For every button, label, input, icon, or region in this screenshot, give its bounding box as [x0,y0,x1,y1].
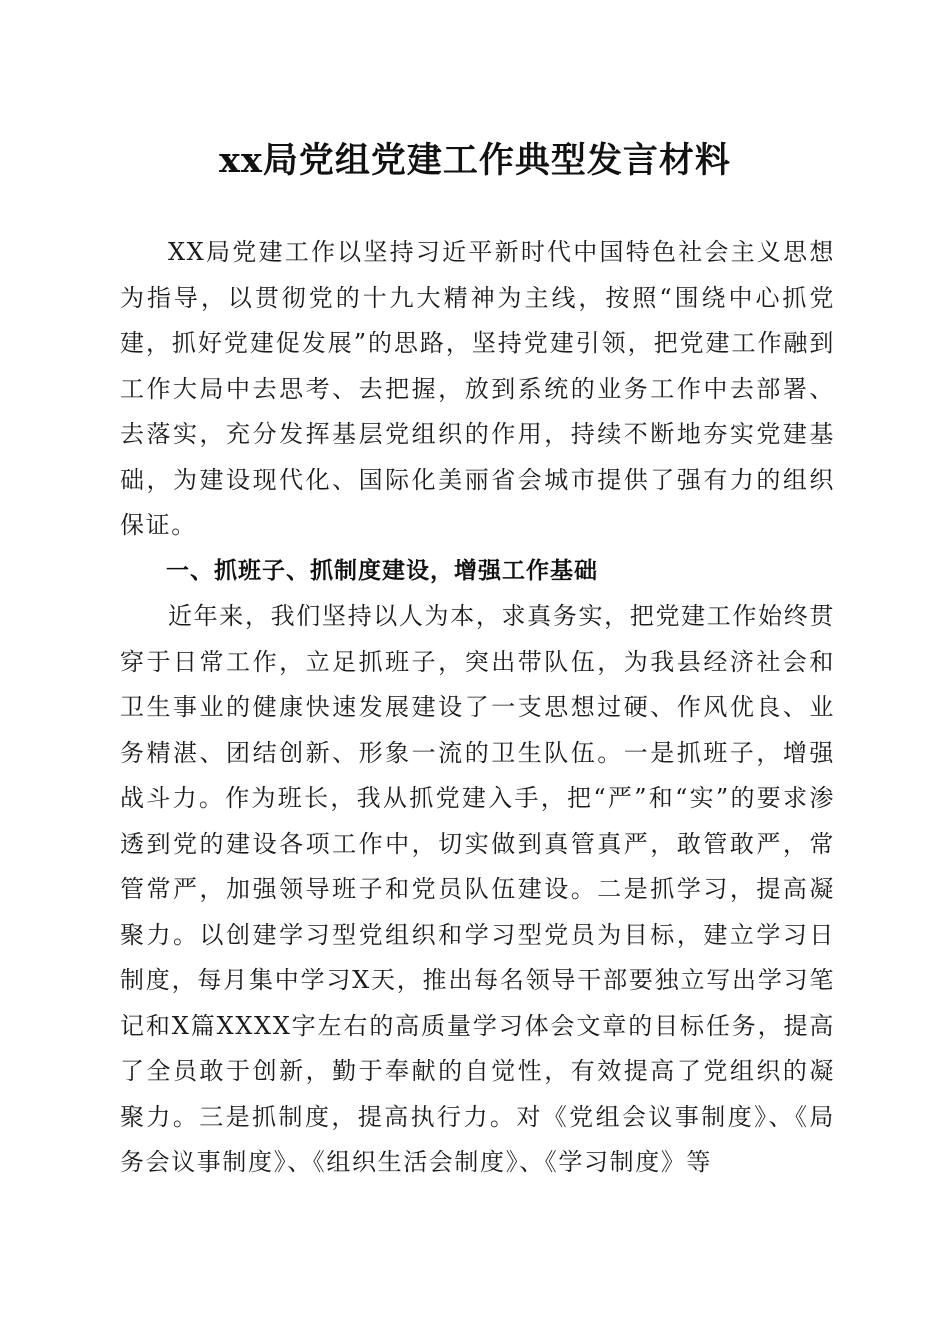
intro-paragraph: XX局党建工作以坚持习近平新时代中国特色社会主义思想为指导，以贯彻党的十九大精神为主线，按照“围绕中心抓党建，抓好党建促发展”的思路，坚持党建引领，把党建工作融到工作大局中去思考、去把握，放到系统的业务工作中去部署、去落实，充分发挥基层党组织的作用，持续不断地夯实党建基础，为建设现代化、国际化美丽省会城市提供了强有力的组织保证。 [120,238,835,539]
document-body [120,230,835,1186]
document-title: xx局党组党建工作典型发言材料 [219,140,731,181]
section-heading: 一、抓班子、抓制度建设，增强工作基础 [166,557,598,584]
section-paragraph: 近年来，我们坚持以人为本，求真务实，把党建工作始终贯穿于日常工作，立足抓班子，突出带队伍，为我县经济社会和卫生事业的健康快速发展建设了一支思想过硬、作风优良、业务精湛、团结创新、形象一流的卫生队伍。一是抓班子，增强战斗力。作为班长，我从抓党建入手，把“严”和“实”的要求渗透到党的建设各项工作中，切实做到真管真严，敢管敢严，常管常严，加强领导班子和党员队伍建设。二是抓学习，提高凝聚力。以创建学习型党组织和学习型党员为目标，建立学习日制度，每月集中学习X天，推出每名领导干部要独立写出学习笔记和X篇XXXX字左右的高质量学习体会文章的目标任务，提高了全员敢于创新，勤于奉献的自觉性，有效提高了党组织的凝聚力。三是抓制度，提高执行力。对《党组会议事制度》、《局务会议事制度》、《组织生活会制度》、《学习制度》等 [120,602,835,1176]
